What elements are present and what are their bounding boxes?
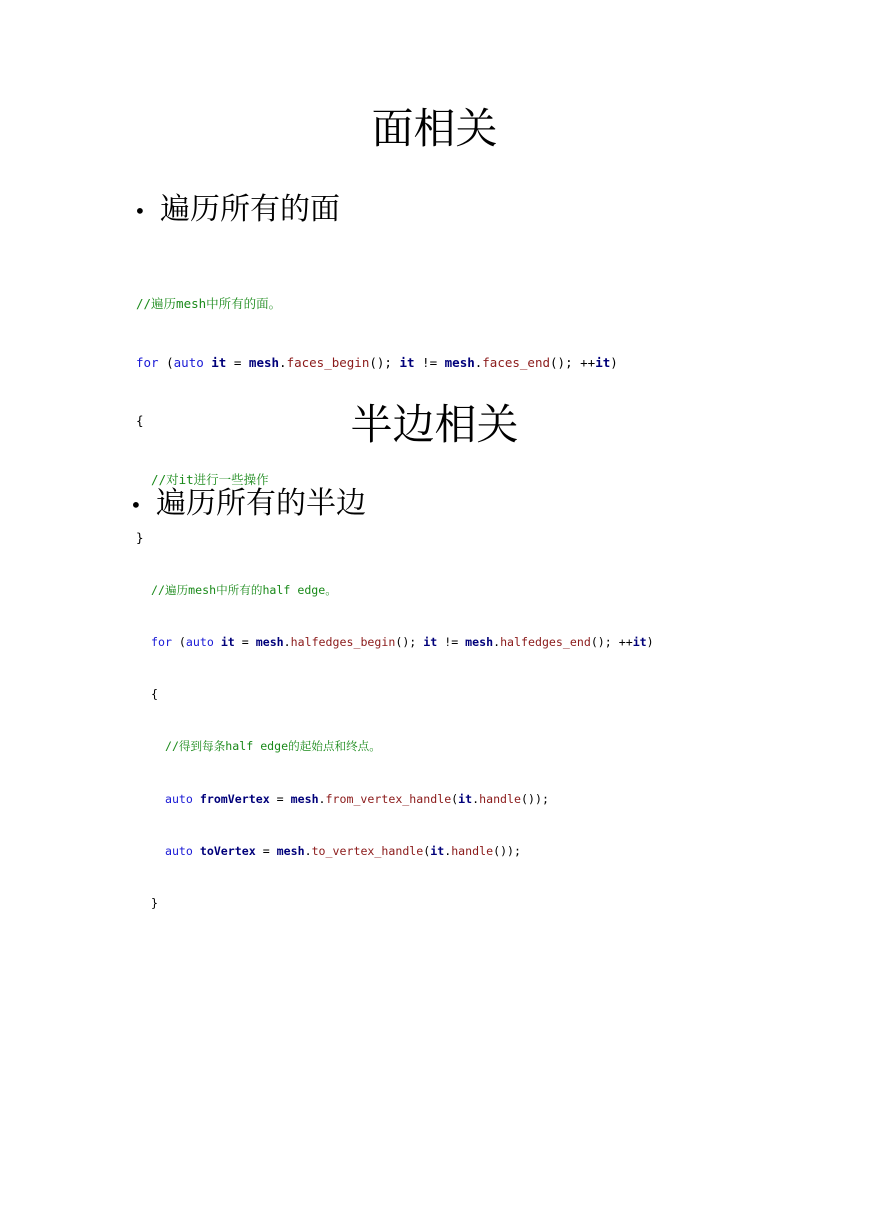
code-text: {	[151, 687, 158, 702]
code-keyword: auto	[173, 354, 204, 370]
code-text	[151, 792, 165, 806]
code-line	[151, 843, 654, 860]
code-line	[136, 294, 618, 314]
section-heading-faces: 面相关	[371, 104, 498, 153]
bullet-dot: •	[130, 493, 142, 517]
code-text: .	[283, 635, 291, 650]
code-text: .	[304, 843, 312, 858]
code-identifier: mesh	[290, 791, 319, 806]
code-text: }	[136, 530, 144, 545]
code-function: handle	[479, 791, 521, 806]
code-text: =	[255, 843, 277, 858]
code-text: .	[279, 354, 287, 370]
code-block-halfedges	[151, 547, 654, 947]
code-keyword: auto	[164, 843, 193, 858]
code-function: faces_end	[482, 354, 551, 370]
code-identifier: it	[458, 791, 473, 806]
code-function: faces_begin	[286, 354, 370, 370]
code-line	[151, 582, 654, 599]
code-line	[136, 353, 618, 373]
code-text: {	[136, 413, 144, 428]
code-function: from_vertex_handle	[325, 791, 452, 806]
code-identifier: it	[423, 635, 438, 650]
code-identifier: fromVertex	[192, 791, 270, 806]
code-keyword: auto	[185, 635, 214, 650]
code-keyword: for	[136, 354, 159, 370]
code-line	[151, 895, 654, 912]
code-text: ++	[580, 354, 596, 370]
code-comment: //对it进行一些操作	[136, 471, 269, 487]
code-text: (	[158, 354, 174, 370]
code-comment: //得到每条half edge的起始点和终点。	[151, 739, 381, 754]
bullet-item-halfedges	[130, 486, 366, 523]
code-text: ();	[550, 354, 581, 370]
code-identifier: mesh	[276, 843, 305, 858]
code-text: }	[151, 896, 158, 911]
code-text: ());	[521, 791, 549, 806]
code-text: (	[451, 791, 459, 806]
code-identifier: it	[430, 843, 445, 858]
code-identifier: it	[399, 354, 415, 370]
code-keyword: for	[151, 635, 172, 650]
code-text: ();	[395, 635, 424, 650]
code-text: ();	[369, 354, 400, 370]
code-text: (	[423, 843, 431, 858]
code-text: ();	[590, 635, 619, 650]
code-text: !=	[437, 635, 466, 650]
code-function: to_vertex_handle	[311, 843, 424, 858]
code-function: halfedges_end	[500, 635, 591, 650]
code-text: ++	[618, 635, 633, 650]
code-text: )	[646, 635, 654, 650]
code-text: (	[171, 635, 186, 650]
code-text: .	[444, 843, 452, 858]
code-identifier: it	[213, 635, 242, 650]
code-text	[151, 844, 165, 858]
code-text: =	[241, 635, 256, 650]
code-identifier: mesh	[248, 354, 280, 370]
code-identifier: it	[632, 635, 647, 650]
bullet-text: 遍历所有的面	[160, 192, 340, 227]
code-text: .	[472, 791, 480, 806]
code-function: handle	[451, 843, 494, 858]
code-text: .	[493, 635, 501, 650]
code-text: !=	[414, 354, 445, 370]
code-text: =	[233, 354, 249, 370]
code-function: halfedges_begin	[290, 635, 396, 650]
code-text: .	[474, 354, 483, 370]
code-identifier: it	[203, 354, 234, 370]
bullet-text: 遍历所有的半边	[156, 486, 366, 521]
code-line	[151, 791, 654, 808]
section-heading-halfedges: 半边相关	[350, 400, 519, 449]
code-comment: //遍历mesh中所有的half edge。	[151, 582, 337, 597]
code-text: =	[269, 791, 291, 806]
bullet-item-faces	[134, 192, 340, 229]
code-identifier: mesh	[444, 354, 475, 370]
code-identifier: mesh	[465, 635, 494, 650]
code-keyword: auto	[164, 791, 193, 806]
code-identifier: toVertex	[192, 843, 256, 858]
code-text: )	[610, 354, 618, 370]
code-identifier: it	[595, 354, 611, 370]
bullet-dot: •	[134, 199, 146, 223]
code-line	[151, 686, 654, 703]
code-line	[136, 528, 618, 548]
code-identifier: mesh	[255, 635, 284, 650]
code-line	[151, 634, 654, 651]
code-comment: //遍历mesh中所有的面。	[136, 296, 282, 311]
code-text: .	[318, 791, 326, 806]
code-line	[151, 738, 654, 755]
code-text: ());	[493, 843, 522, 858]
